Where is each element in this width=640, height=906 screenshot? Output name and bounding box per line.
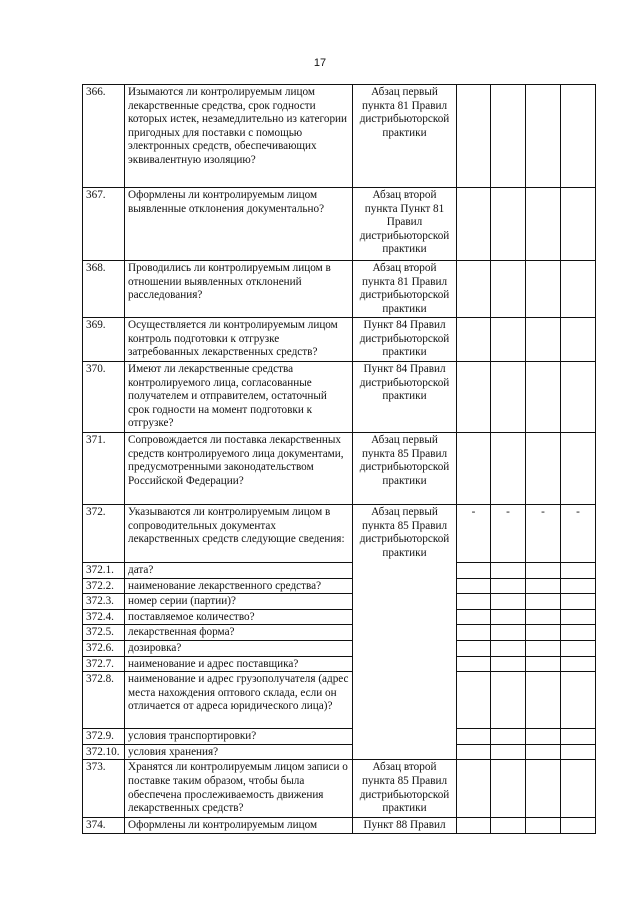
answer-yes-cell	[457, 578, 491, 594]
question-text: Хранятся ли контролируемым лицом записи о поставке таким образом, чтобы была обеспечена прослеживаемость движения лекарственных средств?	[125, 760, 353, 818]
legal-reference: Абзац первый пункта 85 Правил дистрибьюторской практики	[353, 505, 457, 760]
remarks-cell	[561, 609, 596, 625]
subitem-text: дозировка?	[125, 640, 353, 656]
legal-reference: Пункт 84 Правил дистрибьюторской практики	[353, 362, 457, 433]
question-text: Изымаются ли контролируемым лицом лекарственные средства, срок годности которых истек, незамедлительно из категории пригодных для поставки с помощью электронных средств, обеспечивающих эквивалентную изоляцию?	[125, 85, 353, 188]
question-text: Указываются ли контролируемым лицом в сопроводительных документах лекарственных средств следующие сведения:	[125, 505, 353, 563]
answer-na-cell	[526, 760, 561, 818]
item-number: 366.	[83, 85, 125, 188]
subitem-text: условия хранения?	[125, 744, 353, 760]
subitem-text: лекарственная форма?	[125, 625, 353, 641]
answer-na-cell	[526, 563, 561, 579]
answer-na-cell	[526, 744, 561, 760]
subitem-number: 372.4.	[83, 609, 125, 625]
subitem-number: 372.1.	[83, 563, 125, 579]
checklist-table	[82, 84, 596, 834]
answer-na-cell	[526, 362, 561, 433]
subitem-number: 372.8.	[83, 672, 125, 729]
legal-reference: Абзац второй пункта 85 Правил дистрибьюторской практики	[353, 760, 457, 818]
answer-yes-cell	[457, 729, 491, 745]
page-number: 17	[313, 57, 327, 69]
answer-no-cell	[491, 625, 526, 641]
item-number: 372.	[83, 505, 125, 563]
answer-no-cell	[491, 729, 526, 745]
answer-no-cell	[491, 85, 526, 188]
answer-yes-cell	[457, 744, 491, 760]
answer-yes-cell	[457, 85, 491, 188]
remarks-cell	[561, 640, 596, 656]
answer-yes-cell	[457, 318, 491, 362]
answer-yes-cell	[457, 818, 491, 834]
question-text: Оформлены ли контролируемым лицом выявленные отклонения документально?	[125, 188, 353, 261]
remarks-cell	[561, 729, 596, 745]
answer-yes-cell	[457, 261, 491, 318]
answer-na-cell	[526, 729, 561, 745]
answer-na-cell	[526, 261, 561, 318]
subitem-number: 372.3.	[83, 594, 125, 610]
remarks-cell	[561, 188, 596, 261]
table-row	[83, 578, 596, 594]
table-row	[83, 563, 596, 579]
remarks-cell	[561, 625, 596, 641]
table-row	[83, 760, 596, 818]
answer-no-cell	[491, 188, 526, 261]
table-row	[83, 433, 596, 505]
answer-no-cell	[491, 433, 526, 505]
table-row	[83, 261, 596, 318]
remarks-cell	[561, 594, 596, 610]
subitem-text: поставляемое количество?	[125, 609, 353, 625]
answer-na-cell	[526, 656, 561, 672]
answer-na-cell	[526, 594, 561, 610]
answer-na-cell	[526, 318, 561, 362]
answer-no-cell: -	[491, 505, 526, 563]
answer-na-cell	[526, 818, 561, 834]
subitem-number: 372.5.	[83, 625, 125, 641]
question-text: Оформлены ли контролируемым лицом	[125, 818, 353, 834]
question-text: Осуществляется ли контролируемым лицом контроль подготовки к отгрузке затребованных лекарственных средств?	[125, 318, 353, 362]
answer-no-cell	[491, 318, 526, 362]
subitem-number: 372.7.	[83, 656, 125, 672]
answer-na-cell	[526, 640, 561, 656]
answer-yes-cell	[457, 594, 491, 610]
question-text: Проводились ли контролируемым лицом в отношении выявленных отклонений расследования?	[125, 261, 353, 318]
answer-yes-cell	[457, 625, 491, 641]
answer-na-cell	[526, 625, 561, 641]
answer-no-cell	[491, 744, 526, 760]
answer-no-cell	[491, 656, 526, 672]
answer-no-cell	[491, 609, 526, 625]
question-text: Имеют ли лекарственные средства контролируемого лица, согласованные получателем и отправителем, остаточный срок годности на момент подготовки к отгрузке?	[125, 362, 353, 433]
remarks-cell	[561, 318, 596, 362]
remarks-cell	[561, 672, 596, 729]
remarks-cell	[561, 433, 596, 505]
subitem-text: наименование и адрес грузополучателя (адрес места нахождения оптового склада, если он отличается от адреса юридического лица)?	[125, 672, 353, 729]
subitem-number: 372.10.	[83, 744, 125, 760]
table-row	[83, 362, 596, 433]
table-row	[83, 672, 596, 729]
remarks-cell	[561, 760, 596, 818]
remarks-cell	[561, 85, 596, 188]
answer-na-cell	[526, 609, 561, 625]
item-number: 374.	[83, 818, 125, 834]
legal-reference: Абзац первый пункта 85 Правил дистрибьюторской практики	[353, 433, 457, 505]
answer-yes-cell	[457, 433, 491, 505]
answer-yes-cell: -	[457, 505, 491, 563]
item-number: 367.	[83, 188, 125, 261]
table-row	[83, 818, 596, 834]
legal-reference: Абзац первый пункта 81 Правил дистрибьюторской практики	[353, 85, 457, 188]
answer-no-cell	[491, 818, 526, 834]
remarks-cell	[561, 818, 596, 834]
answer-yes-cell	[457, 609, 491, 625]
table-row	[83, 656, 596, 672]
remarks-cell	[561, 362, 596, 433]
answer-no-cell	[491, 261, 526, 318]
answer-na-cell	[526, 188, 561, 261]
table-row	[83, 85, 596, 188]
answer-na-cell	[526, 433, 561, 505]
answer-yes-cell	[457, 563, 491, 579]
answer-na-cell	[526, 672, 561, 729]
question-text: Сопровождается ли поставка лекарственных средств контролируемого лица документами, предусмотренными законодательством Российской Федерации?	[125, 433, 353, 505]
table-row	[83, 640, 596, 656]
answer-yes-cell	[457, 362, 491, 433]
answer-no-cell	[491, 563, 526, 579]
table-row	[83, 188, 596, 261]
item-number: 370.	[83, 362, 125, 433]
remarks-cell	[561, 656, 596, 672]
item-number: 371.	[83, 433, 125, 505]
item-number: 373.	[83, 760, 125, 818]
remarks-cell	[561, 261, 596, 318]
remarks-cell	[561, 744, 596, 760]
table-row	[83, 594, 596, 610]
answer-yes-cell	[457, 760, 491, 818]
subitem-text: наименование и адрес поставщика?	[125, 656, 353, 672]
legal-reference: Пункт 84 Правил дистрибьюторской практики	[353, 318, 457, 362]
legal-reference: Пункт 88 Правил	[353, 818, 457, 834]
answer-na-cell: -	[526, 505, 561, 563]
subitem-text: условия транспортировки?	[125, 729, 353, 745]
answer-no-cell	[491, 672, 526, 729]
answer-no-cell	[491, 640, 526, 656]
subitem-number: 372.2.	[83, 578, 125, 594]
subitem-text: наименование лекарственного средства?	[125, 578, 353, 594]
remarks-cell	[561, 578, 596, 594]
table-row	[83, 609, 596, 625]
subitem-number: 372.6.	[83, 640, 125, 656]
subitem-number: 372.9.	[83, 729, 125, 745]
remarks-cell: -	[561, 505, 596, 563]
answer-yes-cell	[457, 640, 491, 656]
answer-yes-cell	[457, 188, 491, 261]
answer-yes-cell	[457, 672, 491, 729]
legal-reference: Абзац второй пункта 81 Правил дистрибьюторской практики	[353, 261, 457, 318]
answer-na-cell	[526, 85, 561, 188]
answer-no-cell	[491, 362, 526, 433]
remarks-cell	[561, 563, 596, 579]
legal-reference: Абзац второй пункта Пункт 81 Правил дистрибьюторской практики	[353, 188, 457, 261]
subitem-text: дата?	[125, 563, 353, 579]
table-row	[83, 505, 596, 563]
table-row	[83, 744, 596, 760]
answer-no-cell	[491, 594, 526, 610]
answer-no-cell	[491, 578, 526, 594]
answer-na-cell	[526, 578, 561, 594]
subitem-text: номер серии (партии)?	[125, 594, 353, 610]
item-number: 368.	[83, 261, 125, 318]
answer-no-cell	[491, 760, 526, 818]
answer-yes-cell	[457, 656, 491, 672]
item-number: 369.	[83, 318, 125, 362]
table-row	[83, 318, 596, 362]
table-row	[83, 625, 596, 641]
table-row	[83, 729, 596, 745]
